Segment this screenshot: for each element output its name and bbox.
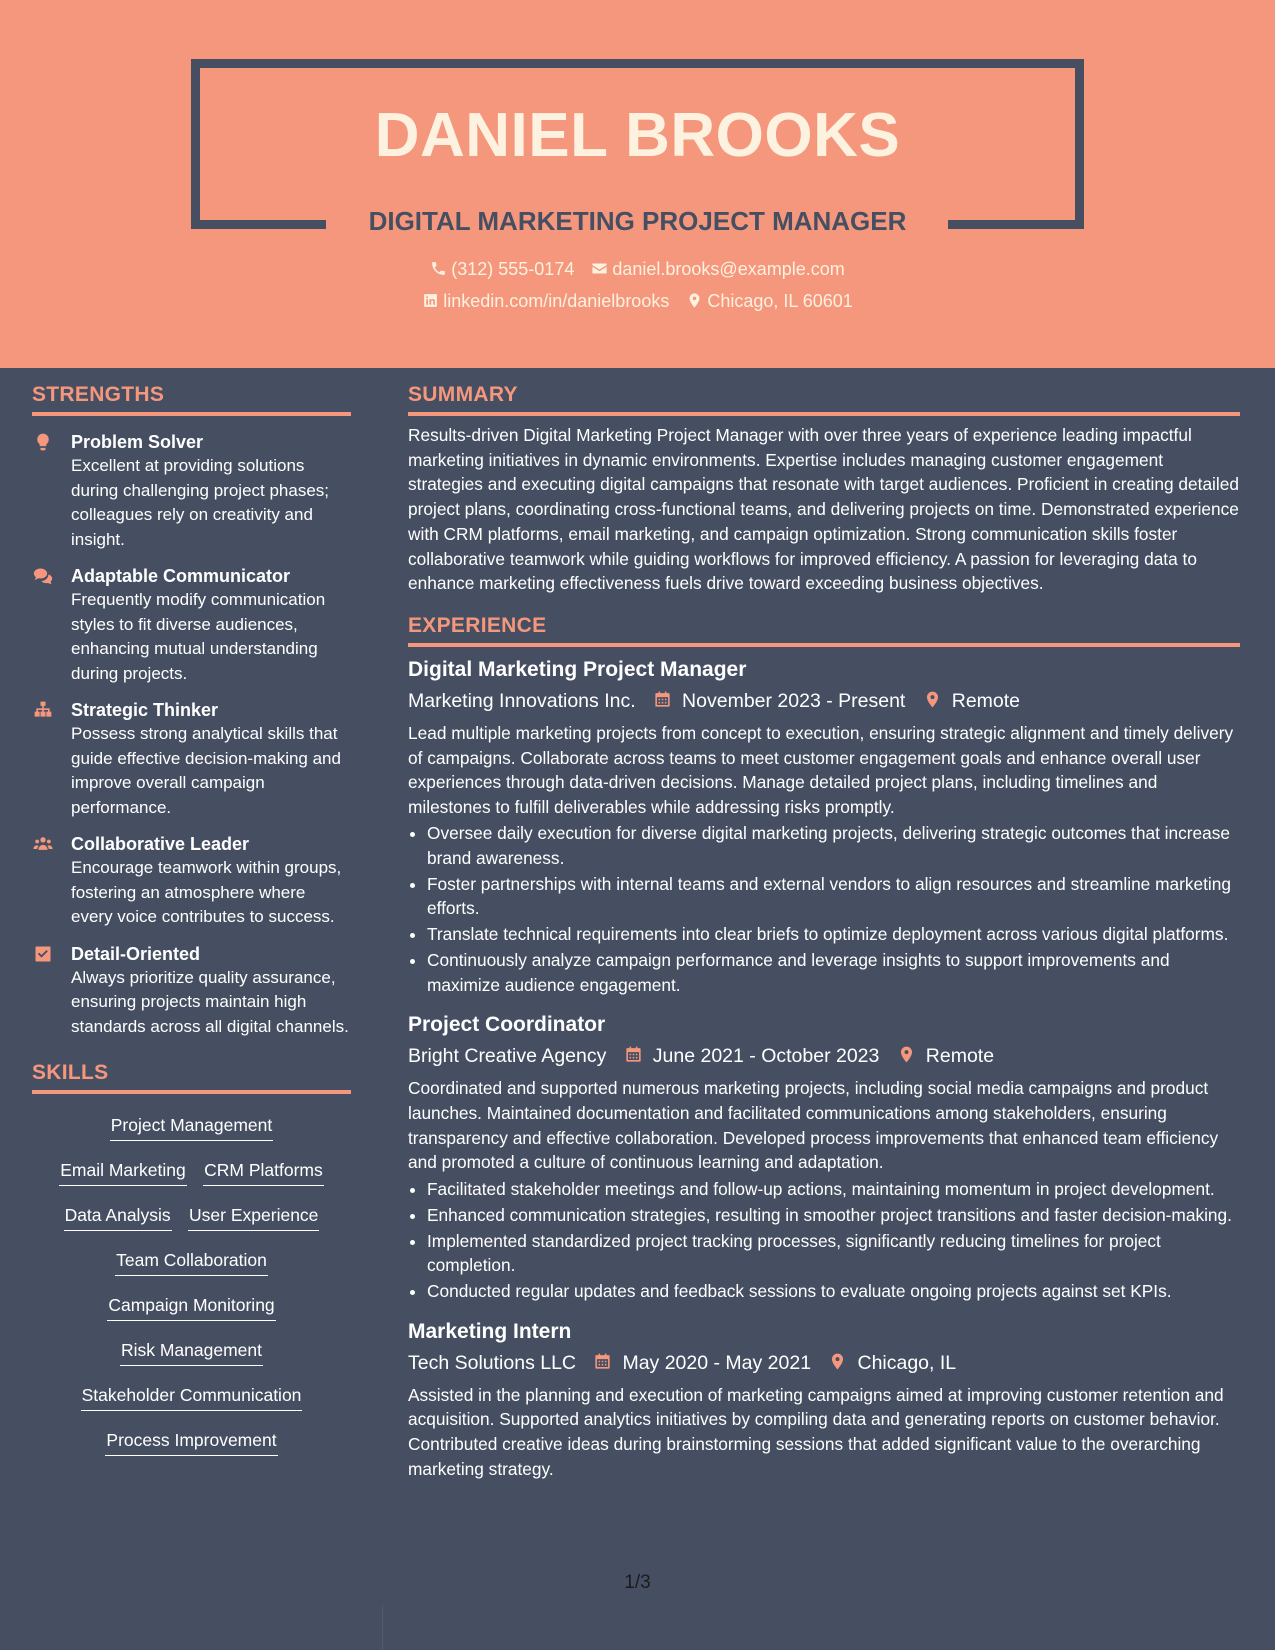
strength-desc: Possess strong analytical skills that guide effective decision-making and improve overall campaign performance. bbox=[71, 724, 341, 817]
job-bullet: • Conducted regular updates and feedback sessions to evaluate ongoing projects against set KPIs. bbox=[427, 1279, 1240, 1304]
summary-text: Results-driven Digital Marketing Project Manager with over three years of experience leading impactful marketing initiatives in dynamic environments. Expertise includes managing customer engagement strategies and executing digital campaigns that resonate with target audiences. Proficient in creating detailed project plans, coordinating cross-functional teams, and delivering projects on time. Demonstrated experience with CRM platforms, email marketing, and campaign optimization. Strong communication skills foster collaborative teamwork while guiding workflows for improved efficiency. A passion for leveraging data to enhance marketing effectiveness fuels drive toward exceeding business objectives. bbox=[408, 425, 1239, 594]
users-icon bbox=[32, 834, 54, 854]
job-dates bbox=[593, 1348, 811, 1378]
job-entry bbox=[408, 1010, 1240, 1303]
skill-tag: Data Analysis bbox=[64, 1202, 172, 1231]
skill-tag: Project Management bbox=[110, 1112, 273, 1141]
lightbulb-icon bbox=[32, 432, 54, 452]
job-dates bbox=[624, 1041, 880, 1071]
job-dates-text: June 2021 - October 2023 bbox=[652, 1045, 880, 1068]
strength-desc: Excellent at providing solutions during challenging project phases; colleagues rely on creativity and insight. bbox=[71, 456, 330, 549]
comments-icon bbox=[32, 566, 54, 586]
job-meta bbox=[408, 1041, 1240, 1071]
skill-tag: Team Collaboration bbox=[115, 1247, 268, 1276]
strength-title: Detail-Oriented bbox=[71, 943, 201, 964]
job-company: Bright Creative Agency bbox=[408, 1045, 607, 1068]
job-location bbox=[897, 1041, 994, 1071]
page-number: 1/3 bbox=[624, 1572, 651, 1593]
right-column bbox=[408, 383, 1240, 1481]
strength-desc: Always prioritize quality assurance, ensuring projects maintain high standards across all digital channels. bbox=[71, 967, 349, 1036]
phone-text: (312) 555-0174 bbox=[451, 259, 575, 279]
map-pin-icon bbox=[923, 690, 942, 709]
location-text: Chicago, IL 60601 bbox=[707, 291, 853, 311]
skill-row bbox=[32, 1202, 351, 1237]
sitemap-icon bbox=[32, 700, 54, 720]
contact-row-1 bbox=[0, 259, 1275, 280]
left-column bbox=[32, 383, 351, 1462]
skill-tag: User Experience bbox=[188, 1202, 319, 1231]
job-bullets bbox=[408, 821, 1240, 997]
skill-tag: Email Marketing bbox=[59, 1157, 186, 1186]
resume-header bbox=[0, 0, 1275, 368]
job-entry bbox=[408, 1317, 1240, 1482]
contact-row-2 bbox=[0, 291, 1275, 312]
map-pin-icon bbox=[686, 292, 703, 309]
job-description: Lead multiple marketing projects from concept to execution, ensuring strategic alignment and timely delivery of campaigns. Collaborate across teams to meet customer engagement goals and enhance overall user experiences through data-driven decisions. Manage detailed project plans, including timelines and milestones to fulfill deliverables while addressing risks promptly. bbox=[408, 722, 1234, 818]
job-title: Marketing Intern bbox=[408, 1319, 572, 1343]
job-bullet: • Enhanced communication strategies, resulting in smoother project transitions and faster decision-making. bbox=[427, 1203, 1240, 1228]
check-square-icon bbox=[32, 944, 54, 964]
contact-linkedin[interactable] bbox=[422, 291, 669, 312]
strength-title: Adaptable Communicator bbox=[71, 566, 291, 586]
strength-desc: Frequently modify communication styles to fit diverse audiences, enhancing mutual understanding during projects. bbox=[71, 590, 326, 683]
candidate-name: DANIEL BROOKS bbox=[374, 101, 901, 170]
calendar-icon bbox=[593, 1352, 612, 1371]
map-pin-icon bbox=[897, 1045, 916, 1064]
job-bullet: • Oversee daily execution for diverse digital marketing projects, delivering strategic outcomes that increase brand awareness. bbox=[427, 821, 1240, 870]
job-bullet: • Implemented standardized project tracking processes, significantly reducing timelines for project completion. bbox=[427, 1229, 1240, 1278]
job-company: Tech Solutions LLC bbox=[408, 1351, 577, 1374]
strength-item bbox=[32, 564, 351, 686]
strength-item bbox=[32, 698, 351, 820]
strength-title: Strategic Thinker bbox=[71, 700, 219, 720]
contact-email[interactable] bbox=[591, 259, 844, 280]
map-pin-icon bbox=[828, 1352, 847, 1371]
job-description: Assisted in the planning and execution of marketing campaigns aimed at improving customer retention and acquisition. Supported analytics initiatives by compiling data and generating reports on customer behavior. Contributed creative ideas during brainstorming sessions that added significant value to the overarching marketing strategy. bbox=[408, 1384, 1224, 1479]
job-bullet: • Facilitated stakeholder meetings and follow-up actions, maintaining momentum in project development. bbox=[427, 1177, 1240, 1202]
skill-tag: Risk Management bbox=[120, 1337, 263, 1366]
job-location-text: Remote bbox=[925, 1045, 995, 1068]
job-bullet: • Continuously analyze campaign performance and leverage insights to support improvements and maximize audience engagement. bbox=[427, 948, 1240, 997]
skill-tag: Stakeholder Communication bbox=[81, 1382, 303, 1411]
candidate-title: DIGITAL MARKETING PROJECT MANAGER bbox=[368, 206, 907, 236]
skills-heading: SKILLS bbox=[32, 1061, 351, 1094]
job-dates-text: May 2020 - May 2021 bbox=[622, 1351, 812, 1374]
skill-row bbox=[32, 1112, 351, 1147]
strength-title: Collaborative Leader bbox=[71, 834, 250, 854]
job-bullets bbox=[408, 1177, 1240, 1304]
skill-row bbox=[32, 1382, 351, 1417]
job-location-text: Chicago, IL bbox=[857, 1351, 957, 1374]
skill-row bbox=[32, 1292, 351, 1327]
job-company: Marketing Innovations Inc. bbox=[408, 689, 636, 712]
job-description: Coordinated and supported numerous marketing projects, including social media campaigns and product launches. Maintained documentation and facilitated communications among stakeholders, ensuring transparency and effective collaboration. Developed process improvements that enhanced team efficiency and promoted a culture of continuous learning and adaptation. bbox=[408, 1078, 1219, 1173]
skill-row bbox=[32, 1337, 351, 1372]
strength-item bbox=[32, 832, 351, 930]
job-location bbox=[828, 1348, 956, 1378]
calendar-icon bbox=[653, 690, 672, 709]
skill-tag: Campaign Monitoring bbox=[107, 1292, 275, 1321]
job-bullet: • Translate technical requirements into clear briefs to optimize deployment across various digital platforms. bbox=[427, 922, 1240, 947]
skill-row bbox=[32, 1157, 351, 1192]
job-entry bbox=[408, 655, 1240, 997]
job-location bbox=[923, 686, 1020, 716]
summary-heading: SUMMARY bbox=[408, 383, 1240, 416]
strength-item bbox=[32, 430, 351, 552]
linkedin-icon bbox=[422, 292, 439, 309]
skills-list bbox=[32, 1094, 351, 1462]
name-frame-top bbox=[191, 59, 1084, 68]
contact-phone[interactable] bbox=[430, 259, 574, 280]
job-dates bbox=[653, 686, 905, 716]
calendar-icon bbox=[624, 1045, 643, 1064]
experience-heading: EXPERIENCE bbox=[408, 614, 1240, 647]
envelope-icon bbox=[591, 260, 608, 277]
strength-title: Problem Solver bbox=[71, 432, 204, 452]
strength-desc: Encourage teamwork within groups, fostering an atmosphere where every voice contributes to success. bbox=[71, 858, 342, 926]
job-bullet: • Foster partnerships with internal teams and external vendors to align resources and streamline marketing efforts. bbox=[427, 872, 1240, 921]
job-meta bbox=[408, 1348, 1240, 1378]
skill-row bbox=[32, 1427, 351, 1462]
contact-location bbox=[686, 291, 852, 312]
skill-row bbox=[32, 1247, 351, 1282]
job-dates-text: November 2023 - Present bbox=[682, 689, 906, 712]
email-text: daniel.brooks@example.com bbox=[612, 259, 845, 279]
column-divider bbox=[382, 1605, 383, 1650]
job-title: Digital Marketing Project Manager bbox=[408, 657, 747, 681]
job-location-text: Remote bbox=[951, 689, 1021, 712]
strengths-heading: STRENGTHS bbox=[32, 383, 351, 416]
linkedin-text: linkedin.com/in/danielbrooks bbox=[443, 291, 670, 311]
phone-icon bbox=[430, 260, 447, 277]
strength-item bbox=[32, 942, 351, 1040]
skill-tag: Process Improvement bbox=[105, 1427, 277, 1456]
job-title: Project Coordinator bbox=[408, 1013, 606, 1037]
job-meta bbox=[408, 686, 1240, 716]
skill-tag: CRM Platforms bbox=[203, 1157, 324, 1186]
